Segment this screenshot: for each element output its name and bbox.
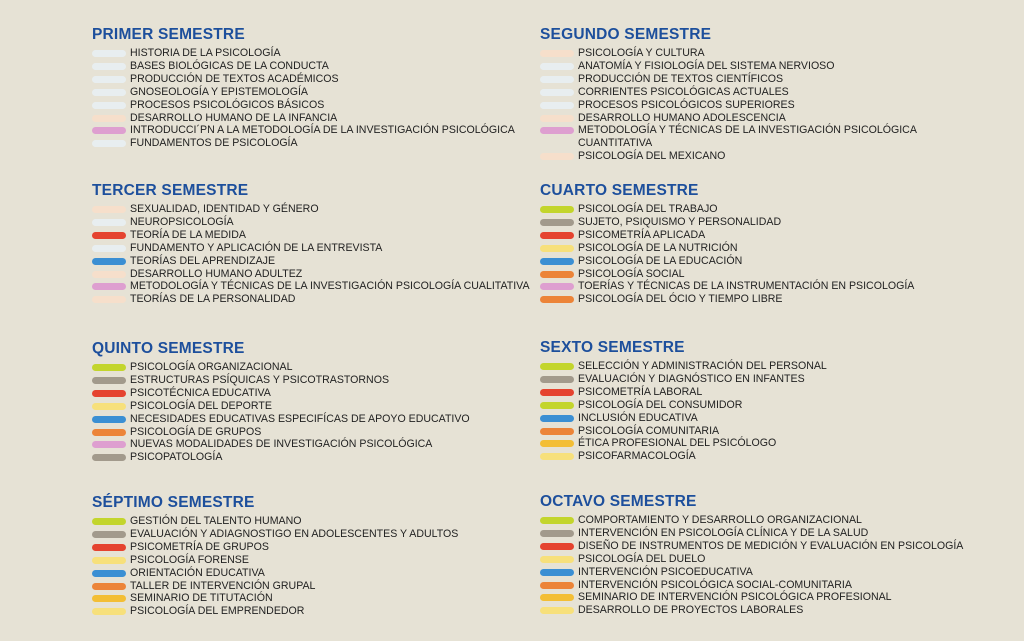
course-item bbox=[540, 437, 980, 450]
course-label: METODOLOGÍA Y TÉCNICAS DE LA INVESTIGACIÓN PSICOLÓGICA CUANTITATIVA bbox=[578, 124, 917, 150]
course-label: HISTORIA DE LA PSICOLOGÍA bbox=[130, 47, 281, 59]
course-label: GESTIÓN DEL TALENTO HUMANO bbox=[130, 515, 302, 527]
course-color-marker bbox=[92, 595, 126, 602]
course-item bbox=[92, 255, 532, 268]
course-label: PSICOMETRÍA APLICADA bbox=[578, 228, 706, 241]
course-label: INTRODUCCI´PN A LA METODOLOGÍA DE LA INVESTIGACIÓN PSICOLÓGICA bbox=[130, 124, 515, 137]
course-label: SEXUALIDAD, IDENTIDAD Y GÉNERO bbox=[130, 203, 319, 215]
course-label: DESARROLLO HUMANO ADOLESCENCIA bbox=[578, 111, 786, 124]
course-color-marker bbox=[540, 543, 574, 550]
course-label: PSICOLOGÍA DE GRUPOS bbox=[130, 425, 262, 438]
course-item bbox=[92, 99, 532, 112]
course-color-marker bbox=[92, 76, 126, 83]
course-color-marker bbox=[540, 556, 574, 563]
course-color-marker bbox=[540, 607, 574, 614]
course-color-marker bbox=[92, 531, 126, 538]
course-color-marker bbox=[540, 428, 574, 435]
course-item bbox=[92, 426, 532, 439]
course-color-marker bbox=[92, 271, 126, 278]
course-item bbox=[92, 541, 532, 554]
course-color-marker bbox=[92, 570, 126, 577]
course-color-marker bbox=[92, 296, 126, 303]
semester-title: CUARTO SEMESTRE bbox=[540, 182, 699, 199]
course-label: PSICOLOGÍA DEL TRABAJO bbox=[578, 203, 718, 215]
course-item bbox=[92, 203, 532, 216]
course-color-marker bbox=[540, 76, 574, 83]
course-item bbox=[540, 112, 980, 125]
course-color-marker bbox=[540, 517, 574, 524]
course-color-marker bbox=[92, 258, 126, 265]
course-label: INCLUSIÓN EDUCATIVA bbox=[578, 411, 698, 424]
course-item bbox=[92, 86, 532, 99]
course-item bbox=[540, 425, 980, 438]
course-color-marker bbox=[92, 283, 126, 290]
course-label: PROCESOS PSICOLÓGICOS SUPERIORES bbox=[578, 98, 795, 111]
course-label: PSICOLOGÍA DEL DUELO bbox=[578, 552, 706, 565]
course-item bbox=[92, 229, 532, 242]
course-color-marker bbox=[540, 127, 574, 134]
course-label: PSICOFARMACOLOGÍA bbox=[578, 450, 696, 463]
course-item bbox=[540, 527, 980, 540]
course-label: GNOSEOLOGÍA Y EPISTEMOLOGÍA bbox=[130, 85, 308, 98]
course-color-marker bbox=[540, 258, 574, 265]
course-list bbox=[540, 47, 980, 163]
course-color-marker bbox=[540, 440, 574, 447]
course-label: INTERVENCIÓN PSICOLÓGICA SOCIAL-COMUNITARIA bbox=[578, 578, 852, 591]
course-label: PSICOLOGÍA ORGANIZACIONAL bbox=[130, 361, 293, 373]
course-label: EVALUACIÓN Y ADIAGNOSTIGO EN ADOLESCENTES Y ADULTOS bbox=[130, 527, 459, 540]
course-label: PSICOLOGÍA DEL MEXICANO bbox=[578, 150, 726, 163]
course-item bbox=[540, 268, 980, 281]
course-color-marker bbox=[92, 232, 126, 239]
course-label: ORIENTACIÓN EDUCATIVA bbox=[130, 566, 265, 579]
course-color-marker bbox=[92, 50, 126, 57]
course-color-marker bbox=[540, 245, 574, 252]
course-color-marker bbox=[540, 63, 574, 70]
course-color-marker bbox=[540, 219, 574, 226]
course-label: PSICOLOGÍA Y CULTURA bbox=[578, 47, 705, 59]
course-label: PROCESOS PSICOLÓGICOS BÁSICOS bbox=[130, 98, 325, 111]
course-color-marker bbox=[540, 530, 574, 537]
course-item bbox=[540, 540, 980, 553]
course-item bbox=[92, 374, 532, 387]
course-item bbox=[540, 255, 980, 268]
course-color-marker bbox=[92, 416, 126, 423]
course-label: SEMINARIO DE TITUTACIÓN bbox=[130, 592, 273, 605]
course-label: PRODUCCIÓN DE TEXTOS ACADÉMICOS bbox=[130, 72, 339, 85]
course-color-marker bbox=[92, 140, 126, 147]
semester-title: PRIMER SEMESTRE bbox=[92, 26, 245, 43]
course-label: CORRIENTES PSICOLÓGICAS ACTUALES bbox=[578, 85, 789, 98]
semester-block-3 bbox=[92, 181, 532, 306]
course-color-marker bbox=[92, 89, 126, 96]
course-color-marker bbox=[92, 63, 126, 70]
semester-block-7 bbox=[92, 493, 532, 618]
course-item bbox=[92, 242, 532, 255]
course-color-marker bbox=[540, 232, 574, 239]
course-item bbox=[540, 412, 980, 425]
course-label: PSICOLOGÍA DEL EMPRENDEDOR bbox=[130, 605, 305, 618]
course-color-marker bbox=[540, 50, 574, 57]
course-label: NEUROPSICOLOGÍA bbox=[130, 215, 234, 228]
course-color-marker bbox=[540, 594, 574, 601]
course-item bbox=[540, 229, 980, 242]
semester-title: TERCER SEMESTRE bbox=[92, 182, 249, 199]
course-item bbox=[540, 579, 980, 592]
course-item bbox=[92, 515, 532, 528]
course-label: PSICOLOGÍA SOCIAL bbox=[578, 267, 685, 280]
course-item bbox=[540, 386, 980, 399]
course-label: SELECCIÓN Y ADMINISTRACIÓN DEL PERSONAL bbox=[578, 360, 827, 372]
course-color-marker bbox=[92, 377, 126, 384]
course-color-marker bbox=[92, 583, 126, 590]
course-color-marker bbox=[540, 402, 574, 409]
course-label: SEMINARIO DE INTERVENCIÓN PSICOLÓGICA PROFESIONAL bbox=[578, 591, 892, 604]
course-item bbox=[92, 605, 532, 618]
course-item bbox=[540, 60, 980, 73]
course-color-marker bbox=[92, 206, 126, 213]
course-item bbox=[92, 268, 532, 281]
course-list bbox=[92, 47, 532, 150]
course-color-marker bbox=[540, 389, 574, 396]
course-color-marker bbox=[540, 376, 574, 383]
course-item bbox=[92, 528, 532, 541]
course-item bbox=[92, 554, 532, 567]
course-color-marker bbox=[540, 89, 574, 96]
course-item bbox=[540, 293, 980, 306]
course-color-marker bbox=[540, 415, 574, 422]
course-item bbox=[540, 124, 980, 150]
course-label: FUNDAMENTO Y APLICACIÓN DE LA ENTREVISTA bbox=[130, 241, 383, 254]
course-color-marker bbox=[92, 518, 126, 525]
course-item bbox=[540, 73, 980, 86]
course-item bbox=[92, 438, 532, 451]
course-item bbox=[540, 373, 980, 386]
course-item bbox=[540, 150, 980, 163]
course-item bbox=[540, 203, 980, 216]
semester-block-1 bbox=[92, 25, 532, 150]
course-list bbox=[92, 203, 532, 306]
course-color-marker bbox=[92, 102, 126, 109]
course-label: PSICOPATOLOGÍA bbox=[130, 451, 223, 464]
course-color-marker bbox=[92, 219, 126, 226]
course-label: DESARROLLO DE PROYECTOS LABORALES bbox=[578, 604, 804, 617]
course-label: PSICOLOGÍA DEL DEPORTE bbox=[130, 399, 272, 412]
course-color-marker bbox=[92, 403, 126, 410]
course-item bbox=[540, 47, 980, 60]
course-item bbox=[540, 280, 980, 293]
course-color-marker bbox=[540, 102, 574, 109]
course-label: ÉTICA PROFESIONAL DEL PSICÓLOGO bbox=[578, 437, 777, 450]
course-item bbox=[92, 60, 532, 73]
semester-block-8 bbox=[540, 492, 980, 617]
course-label: PRODUCCIÓN DE TEXTOS CIENTÍFICOS bbox=[578, 72, 784, 85]
course-color-marker bbox=[540, 153, 574, 160]
course-label: PSICOLOGÍA COMUNITARIA bbox=[578, 424, 720, 437]
semester-block-4 bbox=[540, 181, 980, 306]
course-color-marker bbox=[92, 390, 126, 397]
course-item bbox=[540, 566, 980, 579]
course-label: INTERVENCIÓN EN PSICOLOGÍA CLÍNICA Y DE LA SALUD bbox=[578, 526, 869, 539]
semester-block-2 bbox=[540, 25, 980, 163]
course-item bbox=[92, 580, 532, 593]
course-color-marker bbox=[92, 127, 126, 134]
course-item bbox=[92, 112, 532, 125]
course-item bbox=[540, 514, 980, 527]
course-label: TEORÍAS DE LA PERSONALIDAD bbox=[130, 293, 296, 306]
course-item bbox=[540, 216, 980, 229]
course-label: PSICOLOGÍA DEL ÓCIO Y TIEMPO LIBRE bbox=[578, 293, 783, 306]
course-item bbox=[540, 450, 980, 463]
course-item bbox=[92, 47, 532, 60]
course-label: TEORÍAS DEL APRENDIZAJE bbox=[130, 254, 276, 267]
course-color-marker bbox=[540, 283, 574, 290]
course-label: NUEVAS MODALIDADES DE INVESTIGACIÓN PSICOLÓGICA bbox=[130, 438, 433, 451]
course-color-marker bbox=[540, 582, 574, 589]
course-color-marker bbox=[92, 608, 126, 615]
course-item bbox=[92, 451, 532, 464]
course-label: INTERVENCIÓN PSICOEDUCATIVA bbox=[578, 565, 753, 578]
semester-title: QUINTO SEMESTRE bbox=[92, 340, 245, 357]
course-item bbox=[92, 567, 532, 580]
course-item bbox=[92, 400, 532, 413]
course-label: METODOLOGÍA Y TÉCNICAS DE LA INVESTIGACIÓN PSICOLOGÍA CUALITATIVA bbox=[130, 280, 530, 293]
course-label: PSICOTÉCNICA EDUCATIVA bbox=[130, 386, 271, 399]
semester-title: SEGUNDO SEMESTRE bbox=[540, 26, 712, 43]
course-label: NECESIDADES EDUCATIVAS ESPECIFÍCAS DE APOYO EDUCATIVO bbox=[130, 412, 470, 425]
course-label: ESTRUCTURAS PSÍQUICAS Y PSICOTRASTORNOS bbox=[130, 373, 390, 386]
course-color-marker bbox=[92, 245, 126, 252]
course-item bbox=[540, 360, 980, 373]
course-item bbox=[92, 280, 532, 293]
course-item bbox=[540, 399, 980, 412]
course-item bbox=[92, 413, 532, 426]
course-label: PSICOMETRÍA DE GRUPOS bbox=[130, 540, 269, 553]
course-label: TEORÍA DE LA MEDIDA bbox=[130, 228, 246, 241]
course-label: EVALUACIÓN Y DIAGNÓSTICO EN INFANTES bbox=[578, 372, 805, 385]
course-item bbox=[540, 591, 980, 604]
course-color-marker bbox=[540, 115, 574, 122]
course-label: DESARROLLO HUMANO DE LA INFANCIA bbox=[130, 111, 338, 124]
course-label: PSICOLOGÍA DE LA NUTRICIÓN bbox=[578, 241, 738, 254]
course-list bbox=[540, 360, 980, 463]
course-color-marker bbox=[540, 271, 574, 278]
course-color-marker bbox=[540, 206, 574, 213]
course-item bbox=[540, 99, 980, 112]
semester-title: OCTAVO SEMESTRE bbox=[540, 493, 697, 510]
course-color-marker bbox=[540, 569, 574, 576]
course-item bbox=[540, 553, 980, 566]
course-label: PSICOLOGÍA FORENSE bbox=[130, 553, 249, 566]
course-label: COMPORTAMIENTO Y DESARROLLO ORGANIZACIONAL bbox=[578, 514, 862, 526]
course-color-marker bbox=[540, 453, 574, 460]
course-label: DESARROLLO HUMANO ADULTEZ bbox=[130, 267, 303, 280]
course-label: BASES BIOLÓGICAS DE LA CONDUCTA bbox=[130, 59, 329, 72]
course-color-marker bbox=[540, 296, 574, 303]
course-color-marker bbox=[92, 115, 126, 122]
course-color-marker bbox=[92, 544, 126, 551]
semester-title: SÉPTIMO SEMESTRE bbox=[92, 494, 255, 511]
course-color-marker bbox=[92, 429, 126, 436]
course-item bbox=[540, 86, 980, 99]
course-list bbox=[92, 361, 532, 464]
course-label: TOERÍAS Y TÉCNICAS DE LA INSTRUMENTACIÓN EN PSICOLOGÍA bbox=[578, 280, 915, 293]
semester-block-5 bbox=[92, 339, 532, 464]
course-label: TALLER DE INTERVENCIÓN GRUPAL bbox=[130, 579, 316, 592]
course-label: ANATOMÍA Y FISIOLOGÍA DEL SISTEMA NERVIOSO bbox=[578, 59, 835, 72]
course-color-marker bbox=[92, 441, 126, 448]
course-item bbox=[540, 604, 980, 617]
course-color-marker bbox=[92, 557, 126, 564]
course-list bbox=[540, 203, 980, 306]
semester-title: SEXTO SEMESTRE bbox=[540, 339, 685, 356]
course-color-marker bbox=[92, 454, 126, 461]
course-item bbox=[92, 73, 532, 86]
course-label: PSICOMETRÍA LABORAL bbox=[578, 385, 703, 398]
course-color-marker bbox=[92, 364, 126, 371]
course-item bbox=[92, 387, 532, 400]
course-item bbox=[92, 216, 532, 229]
course-label: SUJETO, PSIQUISMO Y PERSONALIDAD bbox=[578, 215, 782, 228]
course-color-marker bbox=[540, 363, 574, 370]
course-item bbox=[92, 137, 532, 150]
course-label: PSICOLOGÍA DE LA EDUCACIÓN bbox=[578, 254, 743, 267]
course-item bbox=[92, 592, 532, 605]
course-label: PSICOLOGÍA DEL CONSUMIDOR bbox=[578, 398, 743, 411]
course-item bbox=[92, 361, 532, 374]
course-item bbox=[92, 293, 532, 306]
course-label: DISEÑO DE INSTRUMENTOS DE MEDICIÓN Y EVALUACIÓN EN PSICOLOGÍA bbox=[578, 539, 964, 552]
course-label: FUNDAMENTOS DE PSICOLOGÍA bbox=[130, 137, 298, 150]
course-item bbox=[540, 242, 980, 255]
course-item bbox=[92, 124, 532, 137]
course-list bbox=[92, 515, 532, 618]
semester-block-6 bbox=[540, 338, 980, 463]
course-list bbox=[540, 514, 980, 617]
